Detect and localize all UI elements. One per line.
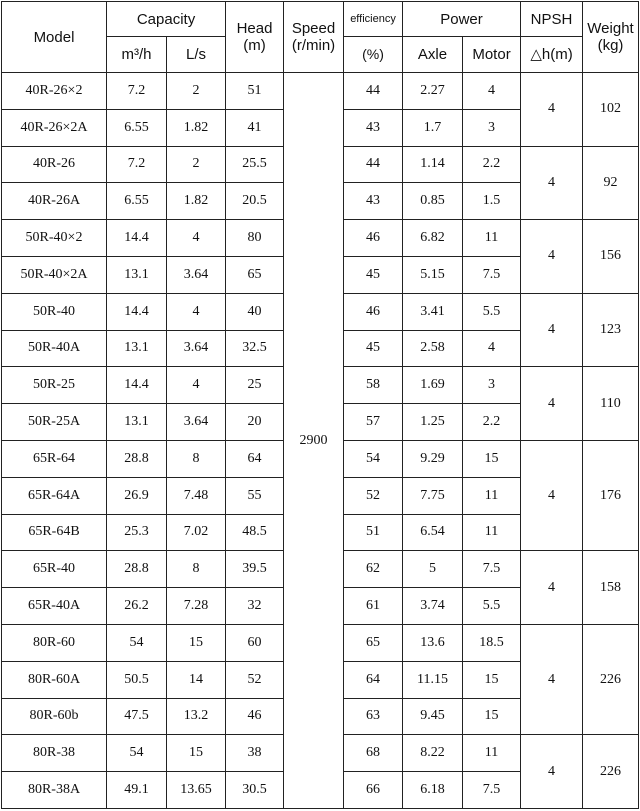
cell-weight: 176 [583,440,639,550]
cell-efficiency: 43 [344,183,403,220]
cell-capacity-m3h: 6.55 [107,183,167,220]
cell-efficiency: 44 [344,146,403,183]
cell-npsh: 4 [521,440,583,550]
cell-capacity-m3h: 7.2 [107,146,167,183]
header-npsh: NPSH [521,2,583,37]
cell-npsh: 4 [521,367,583,441]
header-capacity: Capacity [107,2,226,37]
cell-efficiency: 43 [344,109,403,146]
cell-capacity-ls: 3.64 [167,404,226,441]
cell-model: 80R-38 [2,735,107,772]
cell-weight: 226 [583,735,639,809]
cell-power-axle: 9.45 [403,698,463,735]
cell-capacity-ls: 3.64 [167,330,226,367]
cell-power-axle: 13.6 [403,624,463,661]
cell-power-axle: 9.29 [403,440,463,477]
header-efficiency-unit: (%) [344,37,403,73]
cell-head: 25 [226,367,284,404]
cell-efficiency: 54 [344,440,403,477]
cell-power-motor: 5.5 [463,293,521,330]
cell-power-axle: 3.74 [403,588,463,625]
cell-power-motor: 18.5 [463,624,521,661]
cell-head: 41 [226,109,284,146]
cell-power-axle: 5 [403,551,463,588]
cell-efficiency: 46 [344,293,403,330]
cell-capacity-ls: 15 [167,624,226,661]
cell-power-axle: 7.75 [403,477,463,514]
header-efficiency: efficiency [344,2,403,37]
cell-weight: 156 [583,220,639,294]
cell-power-motor: 11 [463,220,521,257]
cell-power-motor: 4 [463,330,521,367]
table-row [2,73,639,110]
cell-capacity-m3h: 6.55 [107,109,167,146]
cell-efficiency: 62 [344,551,403,588]
cell-model: 80R-60A [2,661,107,698]
cell-power-motor: 4 [463,73,521,110]
cell-capacity-ls: 4 [167,367,226,404]
cell-efficiency: 66 [344,772,403,809]
header-head-label: Head [236,20,273,37]
cell-power-motor: 7.5 [463,256,521,293]
cell-power-motor: 15 [463,698,521,735]
cell-head: 40 [226,293,284,330]
cell-power-motor: 2.2 [463,146,521,183]
cell-model: 50R-25A [2,404,107,441]
spec-table-body [2,73,639,809]
cell-model: 40R-26 [2,146,107,183]
cell-power-axle: 11.15 [403,661,463,698]
cell-head: 39.5 [226,551,284,588]
cell-efficiency: 64 [344,661,403,698]
cell-head: 32.5 [226,330,284,367]
cell-model: 40R-26A [2,183,107,220]
cell-power-axle: 6.54 [403,514,463,551]
cell-capacity-m3h: 7.2 [107,73,167,110]
cell-head: 48.5 [226,514,284,551]
cell-weight: 110 [583,367,639,441]
cell-capacity-ls: 13.65 [167,772,226,809]
header-speed-unit: (r/min) [291,37,336,54]
cell-power-motor: 7.5 [463,551,521,588]
cell-head: 60 [226,624,284,661]
cell-power-motor: 3 [463,109,521,146]
cell-power-motor: 7.5 [463,772,521,809]
cell-capacity-m3h: 26.2 [107,588,167,625]
cell-capacity-m3h: 14.4 [107,220,167,257]
cell-capacity-m3h: 50.5 [107,661,167,698]
cell-efficiency: 58 [344,367,403,404]
cell-capacity-m3h: 13.1 [107,404,167,441]
cell-capacity-ls: 4 [167,293,226,330]
header-speed [284,2,344,73]
header-power-axle: Axle [403,37,463,73]
header-capacity-ls: L/s [167,37,226,73]
cell-head: 64 [226,440,284,477]
cell-power-axle: 8.22 [403,735,463,772]
header-weight [583,2,639,73]
cell-head: 38 [226,735,284,772]
cell-speed: 2900 [284,73,344,809]
cell-npsh: 4 [521,146,583,220]
cell-model: 40R-26×2 [2,73,107,110]
cell-efficiency: 65 [344,624,403,661]
cell-capacity-m3h: 54 [107,735,167,772]
cell-head: 80 [226,220,284,257]
cell-model: 50R-40×2A [2,256,107,293]
header-weight-label: Weight [587,20,634,37]
cell-efficiency: 61 [344,588,403,625]
cell-capacity-m3h: 14.4 [107,367,167,404]
cell-power-axle: 1.7 [403,109,463,146]
cell-power-axle: 6.82 [403,220,463,257]
cell-capacity-ls: 2 [167,146,226,183]
header-head [226,2,284,73]
cell-capacity-ls: 2 [167,73,226,110]
cell-npsh: 4 [521,551,583,625]
cell-weight: 102 [583,73,639,147]
cell-power-axle: 2.27 [403,73,463,110]
cell-head: 25.5 [226,146,284,183]
header-model: Model [2,2,107,73]
cell-power-motor: 3 [463,367,521,404]
cell-capacity-m3h: 13.1 [107,256,167,293]
cell-head: 51 [226,73,284,110]
cell-capacity-ls: 8 [167,440,226,477]
cell-capacity-m3h: 26.9 [107,477,167,514]
cell-capacity-ls: 13.2 [167,698,226,735]
cell-efficiency: 44 [344,73,403,110]
cell-model: 80R-38A [2,772,107,809]
header-npsh-unit: △h(m) [521,37,583,73]
cell-npsh: 4 [521,293,583,367]
cell-head: 65 [226,256,284,293]
cell-model: 40R-26×2A [2,109,107,146]
cell-capacity-ls: 15 [167,735,226,772]
cell-capacity-ls: 7.02 [167,514,226,551]
cell-capacity-m3h: 14.4 [107,293,167,330]
cell-model: 65R-40A [2,588,107,625]
cell-weight: 158 [583,551,639,625]
cell-capacity-m3h: 28.8 [107,440,167,477]
cell-efficiency: 51 [344,514,403,551]
cell-weight: 92 [583,146,639,220]
header-power-motor: Motor [463,37,521,73]
cell-efficiency: 45 [344,330,403,367]
header-capacity-m3h: m³/h [107,37,167,73]
cell-capacity-m3h: 25.3 [107,514,167,551]
cell-efficiency: 52 [344,477,403,514]
cell-capacity-ls: 7.48 [167,477,226,514]
cell-power-axle: 0.85 [403,183,463,220]
cell-capacity-ls: 8 [167,551,226,588]
cell-capacity-ls: 7.28 [167,588,226,625]
cell-power-motor: 1.5 [463,183,521,220]
cell-capacity-m3h: 47.5 [107,698,167,735]
pump-spec-table [1,1,639,809]
cell-capacity-ls: 3.64 [167,256,226,293]
cell-model: 50R-40 [2,293,107,330]
cell-model: 50R-40×2 [2,220,107,257]
cell-power-motor: 11 [463,477,521,514]
cell-power-motor: 11 [463,735,521,772]
cell-weight: 226 [583,624,639,734]
cell-model: 80R-60 [2,624,107,661]
cell-capacity-ls: 1.82 [167,183,226,220]
cell-capacity-m3h: 28.8 [107,551,167,588]
header-head-unit: (m) [243,37,266,54]
cell-npsh: 4 [521,735,583,809]
cell-efficiency: 68 [344,735,403,772]
cell-model: 50R-40A [2,330,107,367]
cell-capacity-m3h: 13.1 [107,330,167,367]
cell-power-motor: 2.2 [463,404,521,441]
cell-model: 65R-64B [2,514,107,551]
header-speed-label: Speed [291,20,336,37]
cell-capacity-ls: 14 [167,661,226,698]
cell-npsh: 4 [521,624,583,734]
cell-model: 65R-40 [2,551,107,588]
cell-capacity-m3h: 49.1 [107,772,167,809]
cell-power-motor: 5.5 [463,588,521,625]
cell-capacity-m3h: 54 [107,624,167,661]
cell-efficiency: 46 [344,220,403,257]
cell-head: 55 [226,477,284,514]
cell-model: 80R-60b [2,698,107,735]
cell-npsh: 4 [521,73,583,147]
cell-model: 50R-25 [2,367,107,404]
cell-efficiency: 57 [344,404,403,441]
cell-capacity-ls: 1.82 [167,109,226,146]
header-power: Power [403,2,521,37]
cell-head: 46 [226,698,284,735]
cell-model: 65R-64 [2,440,107,477]
cell-efficiency: 45 [344,256,403,293]
cell-head: 52 [226,661,284,698]
header-weight-unit: (kg) [597,37,624,54]
cell-power-axle: 3.41 [403,293,463,330]
cell-npsh: 4 [521,220,583,294]
cell-power-axle: 1.14 [403,146,463,183]
cell-power-axle: 1.25 [403,404,463,441]
cell-head: 30.5 [226,772,284,809]
cell-power-axle: 6.18 [403,772,463,809]
cell-model: 65R-64A [2,477,107,514]
cell-power-motor: 11 [463,514,521,551]
cell-power-axle: 1.69 [403,367,463,404]
cell-head: 20 [226,404,284,441]
cell-power-motor: 15 [463,440,521,477]
cell-weight: 123 [583,293,639,367]
cell-power-axle: 5.15 [403,256,463,293]
cell-head: 20.5 [226,183,284,220]
cell-capacity-ls: 4 [167,220,226,257]
cell-efficiency: 63 [344,698,403,735]
cell-head: 32 [226,588,284,625]
cell-power-axle: 2.58 [403,330,463,367]
cell-power-motor: 15 [463,661,521,698]
